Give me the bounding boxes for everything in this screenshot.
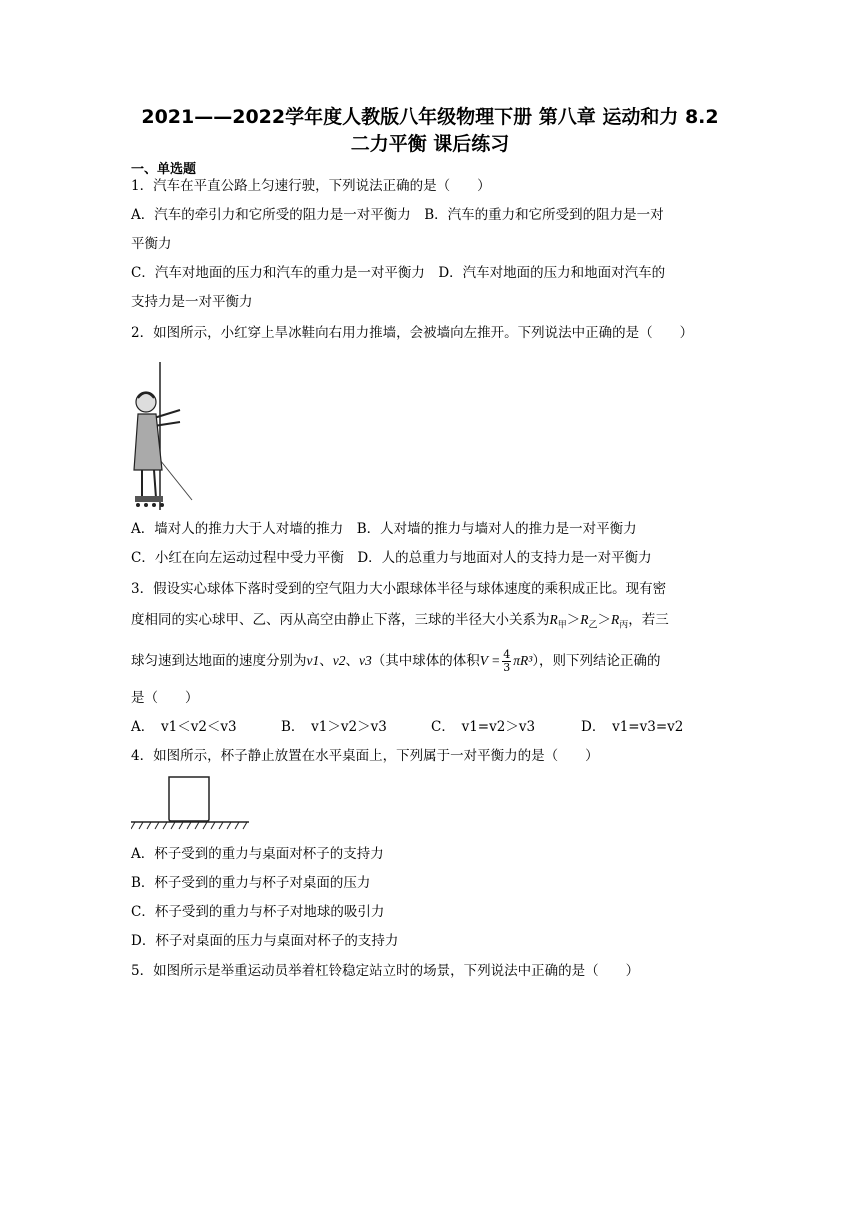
title-line-1: 2021——2022学年度人教版八年级物理下册 第八章 运动和力 8.2 (141, 106, 719, 128)
q2-options-ab: A．墙对人的推力大于人对墙的推力 B．人对墙的推力与墙对人的推力是一对平衡力 (131, 521, 637, 537)
q4-option-a: A．杯子受到的重力与桌面对杯子的支持力 (131, 846, 384, 862)
q3-line-1: 3．假设实心球体下落时受到的空气阻力大小跟球体半径与球体速度的乘积成正比。现有密 (131, 581, 667, 597)
q1-options-ab: A．汽车的牵引力和它所受的阻力是一对平衡力 B．汽车的重力和它所受到的阻力是一对 (131, 207, 664, 223)
q1-stem: 1．汽车在平直公路上匀速行驶，下列说法正确的是（ ） (131, 178, 491, 194)
q4-figure-cup-on-table (131, 775, 251, 835)
q5-stem: 5．如图所示是举重运动员举着杠铃稳定站立时的场景，下列说法中正确的是（ ） (131, 963, 640, 979)
q3-line-2: 度相同的实心球甲、乙、丙从高空由静止下落，三球的半径大小关系为$R_甲>R_乙>R_丙$，若三 (131, 612, 669, 631)
q3-option-a: A． v1＜v2＜v3 (131, 719, 237, 735)
q3-options (131, 718, 731, 736)
q3-option-d: D． v1=v3=v2 (581, 719, 684, 735)
q3-option-c: C． v1=v2＞v3 (431, 719, 536, 735)
volume-formula-lhs: V = (479, 653, 501, 668)
q2-stem: 2．如图所示，小红穿上旱冰鞋向右用力推墙，会被墙向左推开。下列说法中正确的是（ ） (131, 325, 694, 341)
q4-option-d: D．杯子对桌面的压力与桌面对杯子的支持力 (131, 933, 399, 949)
q2-figure-skater-pushing-wall (132, 360, 198, 512)
document-title (120, 104, 740, 158)
q4-option-b: B．杯子受到的重力与杯子对桌面的压力 (131, 875, 371, 891)
volume-formula-rhs: πR³ (513, 653, 533, 668)
volume-formula-fraction: $\frac{4}{3}$ (503, 648, 511, 674)
q2-options-cd: C．小红在向左运动过程中受力平衡 D．人的总重力与地面对人的支持力是一对平衡力 (131, 550, 652, 566)
title-line-2: 二力平衡 课后练习 (350, 133, 510, 155)
q1-options-cd: C．汽车对地面的压力和汽车的重力是一对平衡力 D．汽车对地面的压力和地面对汽车的 (131, 265, 666, 281)
q1-options-b-cont: 平衡力 (131, 236, 172, 252)
q4-stem: 4．如图所示，杯子静止放置在水平桌面上，下列属于一对平衡力的是（ ） (131, 748, 599, 764)
q3-option-b: B． v1＞v2＞v3 (281, 719, 387, 735)
section-heading: 一、单选题 (131, 162, 197, 177)
q1-options-d-cont: 支持力是一对平衡力 (131, 294, 253, 310)
q3-line-4: 是（ ） (131, 690, 199, 706)
q3-line-3: 球匀速到达地面的速度分别为v1、v2、v3（其中球体的体积V = $\frac{4}{3}$ πR³），则下列结论正确的 (131, 648, 661, 674)
q4-option-c: C．杯子受到的重力与杯子对地球的吸引力 (131, 904, 385, 920)
